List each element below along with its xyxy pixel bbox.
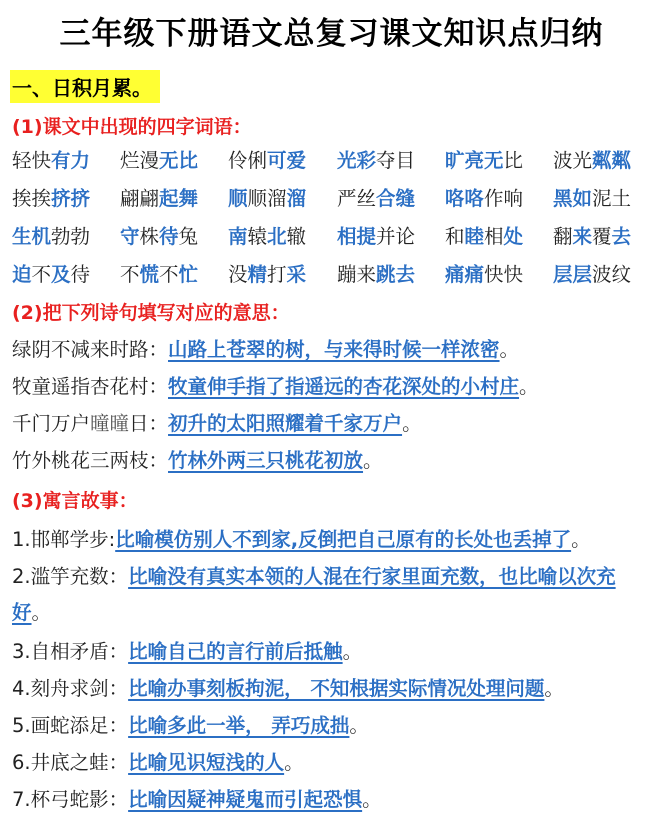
word-highlight: 合缝	[376, 187, 416, 210]
word-row	[12, 224, 662, 262]
fable-meaning: 比喻没有真实本领的人混在行家里面充数，也比喻以次充好	[12, 565, 616, 624]
poem-line	[12, 334, 652, 366]
fable-meaning: 比喻自己的言行前后抵触	[128, 640, 343, 663]
word-highlight: 相提	[337, 225, 377, 248]
fable-meaning: 比喻见识短浅的人	[128, 751, 285, 774]
four-char-word	[553, 224, 631, 250]
period: 。	[31, 601, 52, 624]
four-char-word	[120, 224, 198, 250]
poem-line	[12, 408, 652, 440]
fable-name: 4.刻舟求剑：	[12, 677, 129, 700]
word-highlight: 黑如	[553, 187, 593, 210]
word-highlight: 迫	[12, 263, 32, 286]
fable-item	[12, 782, 652, 818]
four-char-word	[337, 148, 415, 174]
word-plain: 挨挨	[12, 187, 52, 210]
four-char-word	[553, 186, 631, 212]
word-highlight: 旷亮	[445, 149, 485, 172]
word-highlight: 睦	[464, 225, 485, 248]
word-highlight: 处	[503, 225, 524, 248]
word-highlight: 咯咯	[445, 187, 485, 210]
poem-verse-end: 日：	[129, 412, 169, 435]
word-plain: 株	[139, 225, 160, 248]
four-char-word	[228, 148, 306, 174]
word-plain: 作响	[484, 187, 524, 210]
fable-name: 6.井底之蛙：	[12, 751, 129, 774]
fable-item	[12, 522, 652, 558]
poem-line	[12, 445, 652, 477]
word-highlight: 及	[51, 263, 71, 286]
poem-meaning: 牧童伸手指了指遥远的杏花深处的小村庄	[168, 375, 520, 398]
four-char-word	[120, 186, 198, 212]
four-char-word	[445, 262, 523, 288]
word-highlight: 跳去	[376, 263, 416, 286]
poem-verse: 牧童遥指杏花村：	[12, 375, 169, 398]
four-char-word	[445, 148, 523, 174]
fable-item	[12, 559, 652, 631]
word-plain: 和	[445, 225, 465, 248]
four-char-word	[337, 186, 415, 212]
period: 。	[363, 449, 383, 472]
word-highlight: 来	[572, 225, 593, 248]
four-char-word	[12, 262, 90, 288]
fable-name: 1.邯郸学步:	[12, 528, 116, 551]
word-highlight: 慌	[139, 263, 160, 286]
word-highlight: 精	[247, 263, 268, 286]
word-highlight: 层层	[553, 263, 593, 286]
word-plain: 翻	[553, 225, 573, 248]
subheading-fables: (3)寓言故事：	[12, 490, 138, 512]
word-plain: 没	[228, 263, 248, 286]
word-highlight: 忙	[178, 263, 199, 286]
word-highlight: 守	[120, 225, 140, 248]
word-plain: 不	[120, 263, 140, 286]
four-char-word	[12, 186, 90, 212]
word-grid	[12, 148, 662, 300]
fable-name: 5.画蛇添足：	[12, 714, 129, 737]
word-highlight: 无	[484, 149, 504, 172]
period: 。	[499, 338, 520, 361]
fable-meaning: 比喻因疑神疑鬼而引起恐惧	[128, 788, 363, 811]
word-plain: 打	[267, 263, 287, 286]
period: 。	[402, 412, 422, 435]
four-char-word	[12, 148, 90, 174]
word-highlight: 光彩	[337, 149, 377, 172]
word-highlight: 无比	[159, 149, 199, 172]
word-plain: 顺溜	[247, 187, 287, 210]
fable-meaning: 比喻办事刻板拘泥， 不知根据实际情况处理问题	[128, 677, 545, 700]
four-char-word	[337, 262, 415, 288]
word-highlight: 待	[159, 225, 179, 248]
poem-meaning: 初升的太阳照耀着千家万户	[168, 412, 403, 435]
subheading-four-char-words: (1)课文中出现的四字词语：	[12, 116, 252, 138]
word-highlight: 挤挤	[51, 187, 91, 210]
four-char-word	[120, 262, 198, 288]
fable-name: 3.自相矛盾：	[12, 640, 129, 663]
word-row	[12, 148, 662, 186]
subheading-poem-meanings: (2)把下列诗句填写对应的意思：	[12, 302, 290, 324]
word-plain: 兔	[178, 225, 199, 248]
period: 。	[519, 375, 539, 398]
word-highlight: 粼粼	[592, 149, 632, 172]
word-plain: 不	[31, 263, 52, 286]
word-row	[12, 186, 662, 224]
word-plain: 蹦来	[337, 263, 377, 286]
fable-name: 2.滥竽充数：	[12, 565, 129, 588]
period: 。	[544, 677, 564, 700]
word-plain: 不	[159, 263, 179, 286]
four-char-word	[228, 186, 306, 212]
word-highlight: 有力	[51, 149, 91, 172]
fable-item	[12, 671, 652, 707]
word-highlight: 溜	[286, 187, 307, 210]
fable-item	[12, 708, 652, 744]
word-highlight: 起舞	[159, 187, 199, 210]
poem-meaning: 竹林外两三只桃花初放	[168, 449, 364, 472]
word-plain: 夺目	[376, 149, 416, 172]
four-char-word	[553, 148, 631, 174]
word-plain: 覆	[592, 225, 612, 248]
word-plain: 严丝	[337, 187, 377, 210]
word-plain: 泥土	[592, 187, 632, 210]
period: 。	[349, 714, 369, 737]
word-plain: 伶俐	[228, 149, 268, 172]
four-char-word	[228, 262, 306, 288]
word-highlight: 采	[286, 263, 307, 286]
fable-item	[12, 745, 652, 781]
period: 。	[362, 788, 382, 811]
word-plain: 相	[484, 225, 504, 248]
word-highlight: 可爱	[267, 149, 307, 172]
fable-item	[12, 634, 652, 670]
poem-line	[12, 371, 652, 403]
word-plain: 快快	[484, 263, 524, 286]
word-highlight: 顺	[228, 187, 248, 210]
four-char-word	[445, 186, 523, 212]
word-plain: 勃勃	[51, 225, 91, 248]
word-plain: 烂漫	[120, 149, 160, 172]
word-highlight: 生机	[12, 225, 52, 248]
word-highlight: 痛痛	[445, 263, 485, 286]
poem-verse-faded: 曈曈	[90, 412, 130, 435]
period: 。	[342, 640, 363, 663]
poem-verse: 千门万户	[12, 412, 91, 435]
word-highlight: 南	[228, 225, 248, 248]
word-highlight: 北	[267, 225, 287, 248]
word-plain: 轻快	[12, 149, 52, 172]
word-plain: 波光	[553, 149, 593, 172]
word-plain: 并论	[376, 225, 416, 248]
four-char-word	[12, 224, 90, 250]
fable-name: 7.杯弓蛇影：	[12, 788, 129, 811]
four-char-word	[445, 224, 523, 250]
word-plain: 待	[70, 263, 91, 286]
four-char-word	[337, 224, 415, 250]
word-plain: 波纹	[592, 263, 632, 286]
word-highlight: 去	[611, 225, 632, 248]
four-char-word	[228, 224, 306, 250]
period: 。	[284, 751, 304, 774]
word-row	[12, 262, 662, 300]
section-heading: 一、日积月累。	[10, 70, 160, 103]
fable-meaning: 比喻多此一举， 弄巧成拙	[128, 714, 350, 737]
poem-verse: 竹外桃花三两枝：	[12, 449, 169, 472]
poem-meaning: 山路上苍翠的树，与来得时候一样浓密	[168, 338, 500, 361]
word-plain: 辕	[247, 225, 268, 248]
word-plain: 辙	[286, 225, 307, 248]
word-plain: 比	[503, 149, 524, 172]
four-char-word	[553, 262, 631, 288]
four-char-word	[120, 148, 198, 174]
period: 。	[571, 528, 591, 551]
poem-verse: 绿阴不减来时路：	[12, 338, 169, 361]
page-title: 三年级下册语文总复习课文知识点归纳	[59, 16, 604, 52]
word-plain: 翩翩	[120, 187, 160, 210]
fable-meaning: 比喻模仿别人不到家,反倒把自己原有的长处也丢掉了	[115, 528, 572, 551]
